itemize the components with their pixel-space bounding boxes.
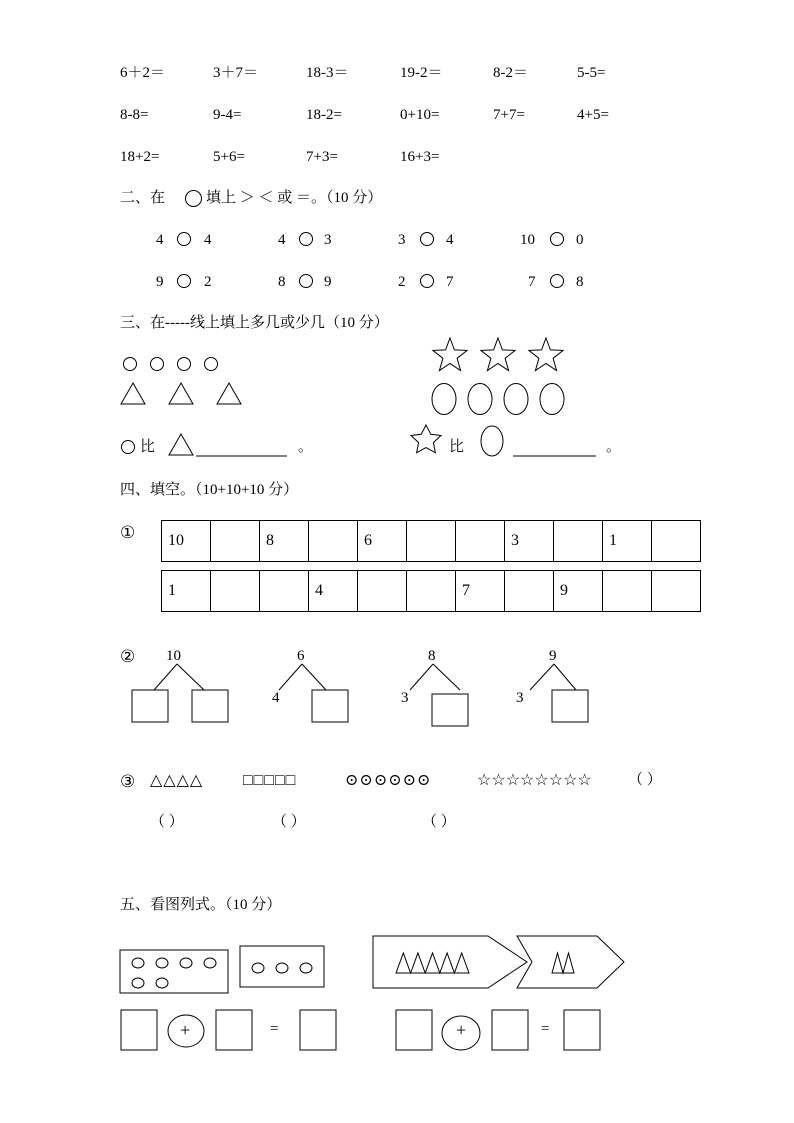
circle-icon: [124, 358, 137, 371]
answer-box: [564, 1010, 600, 1050]
heading-suffix: 填上 ＞ ＜ 或 ＝。（10 分）: [206, 190, 383, 206]
compare-circle-icon: [300, 233, 313, 246]
answer-box: [432, 694, 468, 726]
bi-label: 比: [449, 439, 465, 455]
problem: 0+10=: [400, 107, 440, 123]
triangle-icon: [169, 383, 193, 404]
small-circle-icon: [276, 963, 288, 973]
problem: 8-8=: [120, 107, 149, 123]
right-number: 3: [324, 232, 332, 248]
answer-box: [396, 1010, 432, 1050]
problem: 4+5=: [577, 107, 609, 123]
circle-icon: [178, 358, 191, 371]
left-number: 4: [278, 232, 286, 248]
left-number: 8: [278, 274, 286, 290]
tree-left-number: 3: [401, 690, 409, 706]
box-1-circles: [132, 958, 216, 988]
answer-box: [300, 1010, 336, 1050]
circle-box-1: [120, 950, 228, 993]
right-number: 4: [446, 232, 454, 248]
number-tree: [279, 664, 348, 722]
plus-oval: [442, 1016, 480, 1050]
grid-cell[interactable]: 1: [603, 521, 652, 562]
plus-oval: [168, 1015, 204, 1047]
oval-row: [432, 384, 564, 415]
grid-cell[interactable]: 7: [456, 571, 505, 612]
bi-label: 比: [140, 439, 156, 455]
tree-top-number: 8: [428, 648, 436, 664]
star-row: [433, 338, 563, 371]
zigzag-path: [552, 953, 574, 973]
problem: 8-2＝: [493, 65, 528, 81]
answer-box: [312, 690, 348, 722]
compare-circle-icon: [178, 233, 191, 246]
right-number: 0: [576, 232, 584, 248]
left-number: 7: [528, 274, 536, 290]
zigzag-path: [396, 953, 469, 973]
compare-circle-icon: [421, 233, 434, 246]
left-number: 10: [520, 232, 535, 248]
problem: 9-4=: [213, 107, 242, 123]
problem: 3＋7＝: [213, 65, 259, 81]
label-2: ②: [120, 647, 136, 666]
small-circle-icon: [156, 978, 168, 988]
problem: 16+3=: [400, 149, 440, 165]
grid-cell[interactable]: 10: [162, 521, 211, 562]
zigzag-2: [552, 953, 574, 973]
period: 。: [298, 439, 314, 455]
problem: 5-5=: [577, 65, 606, 81]
plus-sign: +: [180, 1020, 191, 1040]
small-circle-icon: [132, 978, 144, 988]
section-4-heading: 四、填空。（10+10+10 分）: [120, 482, 299, 498]
answer-paren[interactable]: （ ）: [628, 772, 662, 788]
grid-cell[interactable]: 1: [162, 571, 211, 612]
answer-box: [121, 1010, 157, 1050]
star-group: ☆☆☆☆☆☆☆☆: [477, 772, 592, 789]
tree-left-number: 4: [272, 690, 280, 706]
oval-icon: [504, 384, 528, 415]
right-number: 8: [576, 274, 584, 290]
triangle-icon: [217, 383, 241, 404]
small-circle-icon: [252, 963, 264, 973]
problem: 18+2=: [120, 149, 160, 165]
equals-sign: =: [270, 1021, 279, 1037]
box-2-circles: [252, 963, 312, 973]
right-number: 7: [446, 274, 454, 290]
compare-circle-icon: [551, 233, 564, 246]
answer-box: [552, 690, 588, 722]
compare-circle-icon: [300, 275, 313, 288]
problem: 18-3＝: [306, 65, 349, 81]
grid-cell[interactable]: 4: [309, 571, 358, 612]
small-circle-icon: [132, 958, 144, 968]
answer-box: [216, 1010, 252, 1050]
star-icon: [433, 338, 467, 371]
zigzag-1: [396, 953, 469, 973]
section-5-heading: 五、看图列式。（10 分）: [120, 897, 282, 913]
oval-icon: [432, 384, 456, 415]
problem: 7+3=: [306, 149, 338, 165]
oval-icon: [468, 384, 492, 415]
triangle-row: [121, 383, 241, 404]
dotted-circle-group: ⊙⊙⊙⊙⊙⊙: [345, 772, 432, 789]
tree-left-number: 3: [516, 690, 524, 706]
grid-cell[interactable]: 9: [554, 571, 603, 612]
section-3-heading: 三、在-----线上填上多几或少几（10 分）: [120, 315, 389, 331]
left-number: 9: [156, 274, 164, 290]
problem: 6＋2＝: [120, 65, 166, 81]
small-circle-icon: [204, 958, 216, 968]
left-number: 4: [156, 232, 164, 248]
star-icon: [529, 338, 563, 371]
answer-paren[interactable]: （ ）: [150, 814, 184, 830]
heading-prefix: 二、在: [120, 190, 166, 206]
label-3: ③: [120, 772, 136, 791]
compare-circle-icon: [551, 275, 564, 288]
triangle-icon: [169, 434, 193, 455]
compare-circle-icon: [421, 275, 434, 288]
star-icon: [481, 338, 515, 371]
small-circle-icon: [156, 958, 168, 968]
right-number: 9: [324, 274, 332, 290]
compare-circle-icon: [178, 275, 191, 288]
answer-box: [132, 690, 168, 722]
answer-paren[interactable]: （ ）: [272, 814, 306, 830]
problem: 5+6=: [213, 149, 245, 165]
answer-box: [492, 1010, 528, 1050]
circle-icon: [205, 358, 218, 371]
circle-row: [124, 358, 218, 371]
grid-cell[interactable]: 8: [260, 521, 309, 562]
left-number: 2: [398, 274, 406, 290]
answer-box: [192, 690, 228, 722]
number-tree: [410, 664, 468, 726]
grid-cell[interactable]: 3: [505, 521, 554, 562]
small-circle-icon: [300, 963, 312, 973]
square-group: □□□□□: [243, 772, 297, 789]
answer-paren[interactable]: （ ）: [422, 814, 456, 830]
problem: 19-2＝: [400, 65, 443, 81]
left-number: 3: [398, 232, 406, 248]
small-circle-icon: [180, 958, 192, 968]
triangle-icon: [121, 383, 145, 404]
plus-sign: +: [456, 1020, 467, 1040]
tree-top-number: 10: [166, 648, 181, 664]
grid-cell[interactable]: 6: [358, 521, 407, 562]
circle-icon: [151, 358, 164, 371]
tree-top-number: 9: [549, 648, 557, 664]
problem: 18-2=: [306, 107, 342, 123]
tree-top-number: 6: [297, 648, 305, 664]
comparison-circles: [178, 233, 564, 288]
number-tree: [530, 664, 588, 722]
right-number: 4: [204, 232, 212, 248]
star-icon: [411, 425, 441, 453]
problem: 7+7=: [493, 107, 525, 123]
equals-sign: =: [541, 1021, 550, 1037]
period: 。: [606, 439, 622, 455]
right-number: 2: [204, 274, 212, 290]
oval-icon: [540, 384, 564, 415]
triangle-group: △△△△: [150, 772, 204, 789]
label-1: ①: [120, 523, 136, 542]
oval-icon: [481, 426, 503, 456]
number-tree: [132, 664, 228, 722]
circle-icon: [122, 441, 135, 454]
